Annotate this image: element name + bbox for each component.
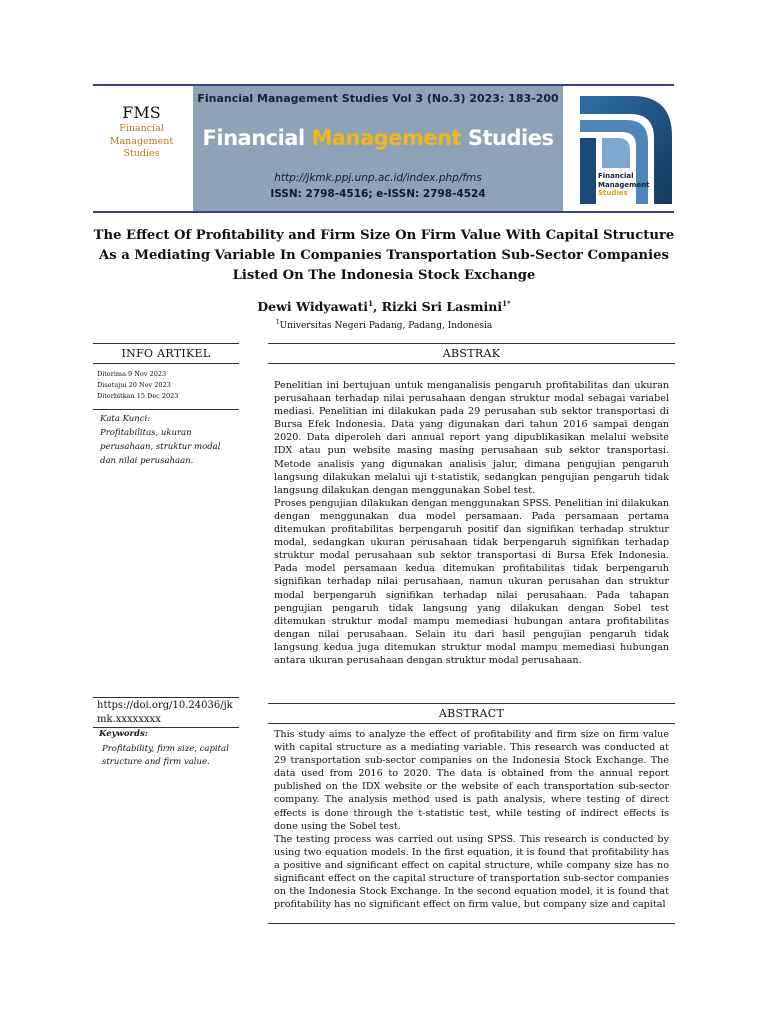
abstract-heading: ABSTRACT — [268, 703, 675, 724]
journal-banner — [193, 86, 563, 211]
author-1: Dewi Widyawati — [257, 299, 369, 315]
author-list — [90, 299, 678, 314]
corner-logo-line-1: Financial — [598, 172, 634, 180]
paper-title — [90, 226, 678, 286]
info-divider — [93, 409, 239, 410]
banner-title-word-1: Financial — [202, 126, 305, 150]
info-artikel-heading: INFO ARTIKEL — [93, 343, 239, 364]
logo-line-3: Studies — [123, 148, 160, 159]
date-accepted: Disetujui 20 Nov 2023 — [97, 381, 171, 389]
keywords-text: Profitability, firm size, capital structure and firm value. — [102, 744, 229, 767]
affiliation-text: Universitas Negeri Padang, Padang, Indonesia — [279, 321, 493, 331]
date-published: Diterbitkan 15 Dec 2023 — [97, 392, 179, 400]
abstrak-paragraph-1: Penelitian ini bertujuan untuk menganalisis pengaruh profitabilitas dan ukuran perusahaan terhadap nilai perusahaan dengan struktur modal sebagai variabel mediasi. Penelitian ini dilakukan pada 29 perusahan sub sektor transportasi di Bursa Efek Indonesia. Data yang digunakan dari tahun 2016 sampai dengan 2020. Data diperoleh dari annual report yang dipublikasikan melalui website IDX atau pun website masing masing perusahaan sub sektor transportasi. Metode analisis yang digunakan analisis jalur, dimana pengujian pengaruh langsung dilakukan melalui uji t-statistik, sedangkan pengujian pengaruh tidak langsung dilakukan dengan menggunakan Sobel test. — [274, 380, 669, 496]
author-1-sup: 1 — [368, 299, 373, 308]
article-dates — [97, 369, 237, 402]
kata-kunci-text: Profitabilitas, ukuran perusahaan, struktur modal dan nilai perusahaan. — [100, 428, 221, 466]
corner-logo-text — [598, 172, 658, 198]
banner-title-word-2: Management — [311, 126, 462, 150]
doi-link[interactable]: https://doi.org/10.24036/jkmk.xxxxxxxx — [97, 700, 233, 725]
kata-kunci-block — [100, 412, 234, 468]
corner-logo-line-3: Studies — [598, 189, 628, 197]
abstract-bottom-rule — [268, 923, 675, 924]
abstrak-heading: ABSTRAK — [268, 343, 675, 364]
title-line-1: The Effect Of Profitability and Firm Size On Firm Value With Capital Structure — [93, 228, 675, 243]
date-received: Diterima 9 Nov 2023 — [97, 370, 167, 378]
corner-logo-line-2: Management — [598, 180, 650, 189]
abstrak-body — [274, 379, 669, 667]
author-2-sup: 1* — [502, 299, 511, 308]
journal-logo — [93, 103, 190, 161]
journal-volume-line: Financial Management Studies Vol 3 (No.3) 2023: 183-200 — [197, 92, 559, 105]
corner-journal-logo — [572, 92, 674, 208]
affiliation-sup: 1 — [275, 319, 280, 326]
logo-abbrev: FMS — [122, 103, 161, 122]
journal-issn: ISSN: 2798-4516; e-ISSN: 2798-4524 — [270, 188, 486, 200]
title-line-3: Listed On The Indonesia Stock Exchange — [232, 268, 536, 283]
doi-bottom-rule — [93, 727, 239, 728]
title-line-2: As a Mediating Variable In Companies Transportation Sub-Sector Companies — [99, 248, 669, 263]
keywords-label: Keywords: — [99, 729, 148, 739]
author-2: Rizki Sri Lasmini — [381, 299, 503, 315]
header-bottom-rule — [93, 211, 674, 213]
abstract-paragraph-1: This study aims to analyze the effect of profitability and firm size on firm value with capital structure as a mediating variable. This research was conducted at 29 transportation sub-sector companies on the Indonesia Stock Exchange. The data used from 2016 to 2020. The data is obtained from the annual report published on the IDX website or the website of each transportation sub-sector company. The analysis method used is path analysis, where testing of direct effects is done through the t-statistic test, while testing of indirect effects is done using the Sobel test. — [274, 729, 669, 832]
abstrak-paragraph-2: Proses pengujian dilakukan dengan menggunakan SPSS. Penelitian ini dilakukan dengan menggunakan dua model persamaan. Pada persamaan pertama ditemukan profitabilitas berpengaruh positif dan signifikan terhadap struktur modal, sedangkan ukuran perusahaan tidak berpengaruh signifikan terhadap struktur modal perusahaan sub sektor transportasi di Bursa Efek Indonesia. Pada model persamaan kedua ditemukan profitabilitas tidak berpengaruh signifikan terhadap nilai perusahaan, namun ukuran perusahan dan struktur modal berpengaruh signifikan terhadap nilai perusahaan. Pada tahapan pengujian pengaruh tidak langsung yang dilakukan dengan Sobel test ditemukan struktur modal mampu memediasi hubungan antara profitabilitas dengan nilai perusahaan. Selain itu dari hasil pengujian pengaruh tidak langsung kedua juga ditemukan struktur modal mampu memediasi hubungan antara ukuran perusahaan dengan struktur modal perusahaan. — [274, 497, 670, 666]
kata-kunci-label: Kata Kunci: — [100, 414, 151, 424]
banner-title-word-3: Studies — [467, 126, 554, 150]
abstract-paragraph-2: The testing process was carried out using SPSS. This research is conducted by using two equation models. In the first equation, it is found that profitability has a positive and significant effect on capital structure, while company size has no significant effect on the capital structure of transportation sub-sector companies on the Indonesia Stock Exchange. In the second equation model, it is found that profitability has no significant effect on firm value, but company size and capital — [274, 833, 669, 911]
abstract-body — [274, 728, 669, 911]
logo-line-1: Financial — [119, 123, 164, 134]
affiliation — [90, 319, 678, 331]
author-separator: , — [372, 299, 382, 315]
doi-top-rule — [93, 697, 239, 698]
logo-line-2: Management — [109, 135, 174, 147]
journal-url[interactable]: http://jkmk.ppj.unp.ac.id/index.php/fms — [274, 172, 482, 184]
banner-journal-title — [193, 126, 563, 150]
